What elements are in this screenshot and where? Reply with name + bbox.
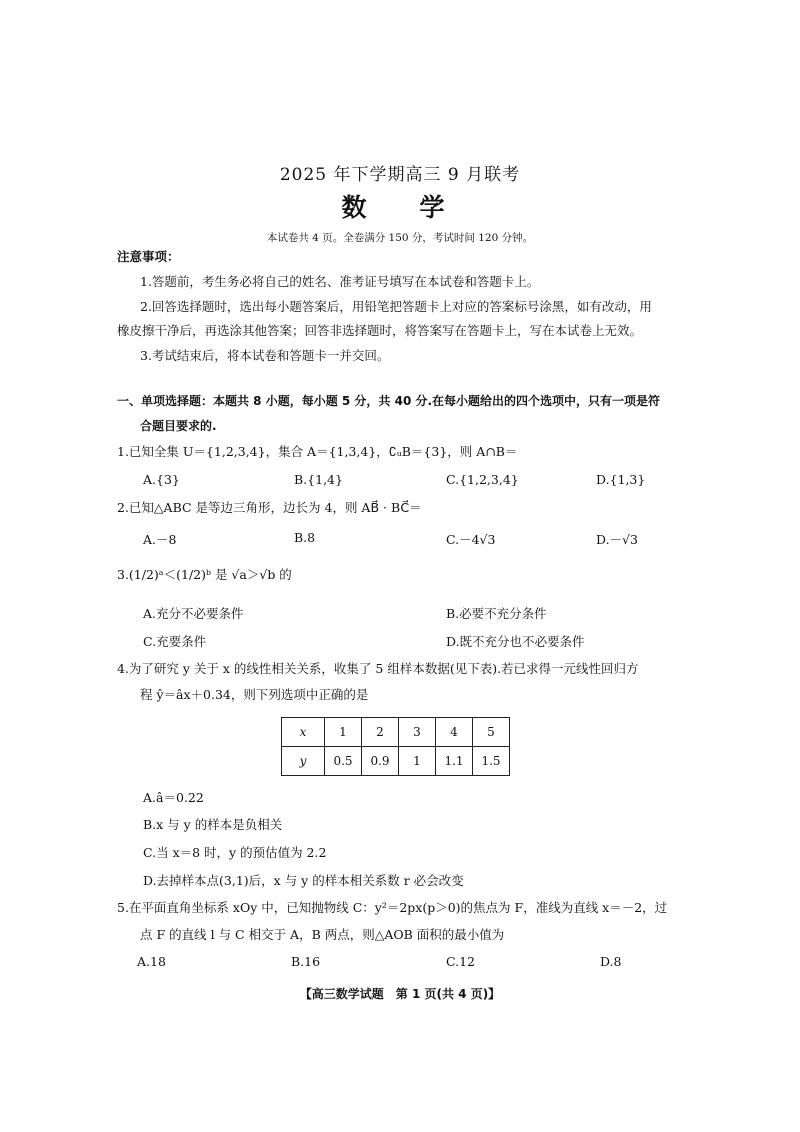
q2-option-c: C.－4√3 bbox=[446, 532, 496, 547]
q5-option-c: C.12 bbox=[446, 954, 475, 969]
table-cell: 3 bbox=[399, 718, 436, 747]
q3-option-a: A.充分不必要条件 bbox=[143, 606, 244, 621]
question-5-stem-cont: 点 F 的直线 l 与 C 相交于 A，B 两点，则△AOB 面积的最小值为 bbox=[140, 927, 505, 942]
table-cell: 1.5 bbox=[473, 747, 510, 776]
table-row bbox=[282, 718, 510, 747]
table-cell: 0.5 bbox=[325, 747, 362, 776]
q5-option-b: B.16 bbox=[291, 954, 321, 969]
q1-option-d: D.{1,3} bbox=[596, 472, 646, 487]
q1-option-c: C.{1,2,3,4} bbox=[446, 472, 519, 487]
table-cell: 2 bbox=[362, 718, 399, 747]
subject-title: 数 学 bbox=[341, 193, 459, 222]
section-heading: 一、单项选择题：本题共 8 小题，每小题 5 分，共 40 分.在每小题给出的四个选项中，只有一项是符 bbox=[117, 394, 661, 408]
table-header-y: y bbox=[282, 747, 325, 776]
question-2-stem: 2.已知△ABC 是等边三角形，边长为 4，则 AB⃗ · BC⃗＝ bbox=[117, 500, 422, 515]
section-heading-cont: 合题目要求的. bbox=[140, 419, 217, 433]
table-cell: 0.9 bbox=[362, 747, 399, 776]
q4-option-a: A.â＝0.22 bbox=[143, 790, 204, 805]
notice-item: 1.答题前，考生务必将自己的姓名、准考证号填写在本试卷和答题卡上。 bbox=[140, 274, 540, 289]
table-cell: 1 bbox=[399, 747, 436, 776]
q5-option-a: A.18 bbox=[137, 954, 166, 969]
sample-data-table bbox=[281, 717, 510, 776]
question-4-stem: 4.为了研究 y 关于 x 的线性相关关系，收集了 5 组样本数据(见下表).若已求得一元线性回归方 bbox=[117, 661, 639, 676]
q3-option-d: D.既不充分也不必要条件 bbox=[446, 634, 585, 649]
table-row bbox=[282, 747, 510, 776]
notice-heading: 注意事项： bbox=[117, 249, 180, 264]
question-3-stem: 3.(1/2)ᵃ＜(1/2)ᵇ 是 √a＞√b 的 bbox=[117, 567, 292, 582]
exam-title: 2025 年下学期高三 9 月联考 bbox=[279, 165, 521, 185]
q1-option-b: B.{1,4} bbox=[294, 472, 343, 487]
q2-option-d: D.－√3 bbox=[596, 532, 638, 547]
q3-option-b: B.必要不充分条件 bbox=[446, 606, 547, 621]
question-4-stem-cont: 程 ŷ＝âx＋0.34，则下列选项中正确的是 bbox=[140, 687, 369, 702]
question-5-stem: 5.在平面直角坐标系 xOy 中，已知抛物线 C：y²＝2px(p＞0)的焦点为 F，准线为直线 x＝－2，过 bbox=[117, 900, 668, 915]
table-cell: 1.1 bbox=[436, 747, 473, 776]
q3-option-c: C.充要条件 bbox=[143, 634, 207, 649]
notice-item: 橡皮擦干净后，再选涂其他答案；回答非选择题时，将答案写在答题卡上，写在本试卷上无效。 bbox=[117, 323, 643, 338]
table-cell: 1 bbox=[325, 718, 362, 747]
q2-option-b: B.8 bbox=[294, 530, 316, 545]
table-cell: 4 bbox=[436, 718, 473, 747]
q4-option-d: D.去掉样本点(3,1)后，x 与 y 的样本相关系数 r 必会改变 bbox=[143, 873, 464, 888]
table-cell: 5 bbox=[473, 718, 510, 747]
page-footer: 【高三数学试题 第 1 页(共 4 页)】 bbox=[299, 987, 501, 1001]
notice-item: 2.回答选择题时，选出每小题答案后，用铅笔把答题卡上对应的答案标号涂黑，如有改动，用 bbox=[140, 299, 652, 314]
question-1-stem: 1.已知全集 U＝{1,2,3,4}，集合 A＝{1,3,4}，∁ᵤB＝{3}，则 A∩B＝ bbox=[117, 444, 518, 459]
q2-option-a: A.－8 bbox=[143, 532, 177, 547]
table-header-x: x bbox=[282, 718, 325, 747]
q4-option-b: B.x 与 y 的样本是负相关 bbox=[143, 817, 283, 832]
q4-option-c: C.当 x＝8 时，y 的预估值为 2.2 bbox=[143, 845, 327, 860]
q5-option-d: D.8 bbox=[600, 954, 622, 969]
exam-info: 本试卷共 4 页。全卷满分 150 分，考试时间 120 分钟。 bbox=[266, 232, 534, 244]
q1-option-a: A.{3} bbox=[143, 472, 180, 487]
notice-item: 3.考试结束后，将本试卷和答题卡一并交回。 bbox=[140, 348, 390, 363]
